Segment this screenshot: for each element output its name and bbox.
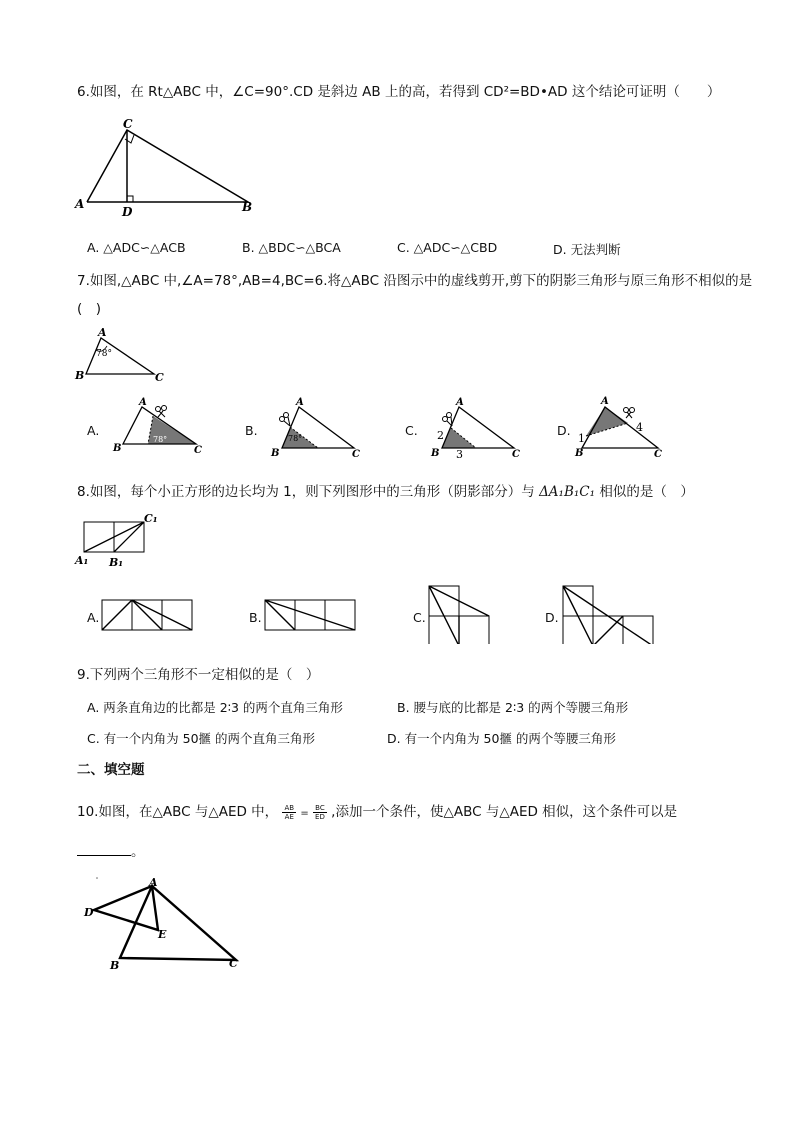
q6-figure — [70, 116, 270, 220]
q10-label-c: C — [229, 957, 238, 970]
q10-answer-line — [77, 842, 145, 862]
svg-text:B: B — [113, 443, 122, 454]
q9-option-d: D. 有一个内角为 50擓 的两个等腰三角形 — [387, 731, 616, 746]
q8-option-c-letter: C. — [413, 610, 426, 625]
q10-figure — [80, 872, 250, 976]
svg-text:B: B — [431, 448, 440, 459]
q7-main-angle: 78° — [96, 349, 112, 359]
q8-label-a1: A₁ — [75, 554, 89, 567]
q10-fraction-bc-ed: $\frac{BC}{ED}$ — [315, 803, 325, 821]
q7-option-d-figure — [574, 393, 684, 459]
q6-option-a: A. △ADC∽△ACB — [87, 240, 186, 255]
q10-equals: = — [300, 808, 309, 819]
q6-option-d: D. 无法判断 — [553, 242, 621, 257]
q8-label-c1: C₁ — [144, 512, 158, 525]
q7-option-d-n1: 1 — [578, 432, 585, 445]
svg-text:A: A — [296, 397, 304, 408]
section-title: 二、填空题 — [77, 762, 145, 778]
q7-option-b-figure — [266, 395, 376, 459]
q7-option-b-letter: B. — [245, 423, 258, 438]
q10-stem-suffix: ,添加一个条件，使△ABC 与△AED 相似，这个条件可以是 — [331, 804, 678, 820]
q7-option-c-n2: 3 — [456, 448, 463, 459]
q7-option-c-n1: 2 — [437, 429, 444, 442]
q7-option-a-angle: 78° — [153, 435, 168, 444]
q9-option-b: B. 腰与底的比都是 2∶3 的两个等腰三角形 — [397, 700, 629, 715]
q7-main-label-c: C — [155, 371, 164, 384]
svg-text:C: C — [194, 445, 202, 456]
q7-option-d-letter: D. — [557, 423, 571, 438]
q10-label-e: E — [158, 928, 167, 941]
q7-stem-line1: 7.如图,△ABC 中,∠A=78°,AB=4,BC=6.将△ABC 沿图示中的虚线剪开,剪下的阴影三角形与原三角形不相似的是 — [77, 273, 753, 289]
svg-text:C: C — [512, 449, 520, 459]
q10-stem — [77, 802, 677, 824]
q8-option-a-figure — [99, 597, 195, 631]
q7-option-d-n2: 4 — [636, 421, 643, 434]
scissors-icon — [624, 408, 635, 419]
q7-main-label-b: B — [75, 369, 85, 382]
q7-option-c-figure — [426, 395, 536, 459]
svg-text:C: C — [654, 449, 662, 459]
q8-stem-suffix: 相似的是（ ） — [599, 484, 694, 500]
svg-text:A: A — [456, 397, 464, 408]
q7-stem-line2: ( ) — [77, 301, 102, 317]
q10-end-mark: 。 — [131, 844, 145, 860]
q7-main-label-a: A — [98, 326, 107, 339]
q6-option-b: B. △BDC∽△BCA — [242, 240, 341, 255]
svg-text:C: C — [352, 449, 360, 459]
q8-stem — [77, 482, 694, 502]
q10-stem-prefix: 10.如图，在△ABC 与△AED 中， — [77, 804, 279, 820]
q8-option-b-figure — [262, 597, 358, 631]
q9-stem: 9.下列两个三角形不一定相似的是（ ） — [77, 667, 320, 683]
q8-stem-triangle: ΔA₁B₁C₁ — [539, 484, 596, 500]
q8-option-d-figure — [560, 584, 656, 644]
q6-option-c: C. △ADC∽△CBD — [397, 240, 498, 255]
scissors-icon — [156, 406, 167, 418]
svg-text:B: B — [271, 448, 280, 459]
svg-text:B: B — [575, 448, 584, 459]
q8-label-b1: B₁ — [109, 556, 124, 569]
q6-label-b: B — [242, 200, 253, 214]
q10-label-b: B — [110, 959, 120, 972]
q9-option-c: C. 有一个内角为 50擓 的两个直角三角形 — [87, 731, 316, 746]
q10-label-d: D — [84, 906, 94, 919]
q7-option-a-letter: A. — [87, 423, 100, 438]
q8-option-d-letter: D. — [545, 610, 559, 625]
svg-text:A: A — [601, 396, 609, 407]
q7-option-b-angle: 78° — [288, 434, 303, 443]
answer-blank[interactable] — [77, 843, 131, 856]
q8-stem-prefix: 8.如图，每个小正方形的边长均为 1，则下列图形中的三角形（阴影部分）与 — [77, 484, 535, 500]
q6-label-a: A — [75, 197, 85, 211]
q7-option-a-figure — [108, 395, 208, 459]
svg-text:A: A — [139, 397, 147, 408]
q10-fraction-ab-ae: $\frac{AB}{AE}$ — [284, 803, 295, 821]
q8-option-b-letter: B. — [249, 610, 262, 625]
q7-main-figure — [72, 326, 172, 384]
q8-option-c-figure — [426, 584, 492, 644]
q6-label-d: D — [122, 205, 133, 219]
scissors-icon — [280, 413, 291, 427]
q10-label-a: A — [149, 876, 158, 889]
scissors-icon — [443, 413, 453, 427]
q6-stem: 6.如图，在 Rt△ABC 中，∠C=90°.CD 是斜边 AB 上的高，若得到 CD²=BD•AD 这个结论可证明（ ） — [77, 84, 721, 100]
q8-reference-figure — [72, 510, 168, 574]
q6-label-c: C — [123, 117, 133, 131]
q8-option-a-letter: A. — [87, 610, 100, 625]
q7-option-c-letter: C. — [405, 423, 418, 438]
q9-option-a: A. 两条直角边的比都是 2∶3 的两个直角三角形 — [87, 700, 343, 715]
